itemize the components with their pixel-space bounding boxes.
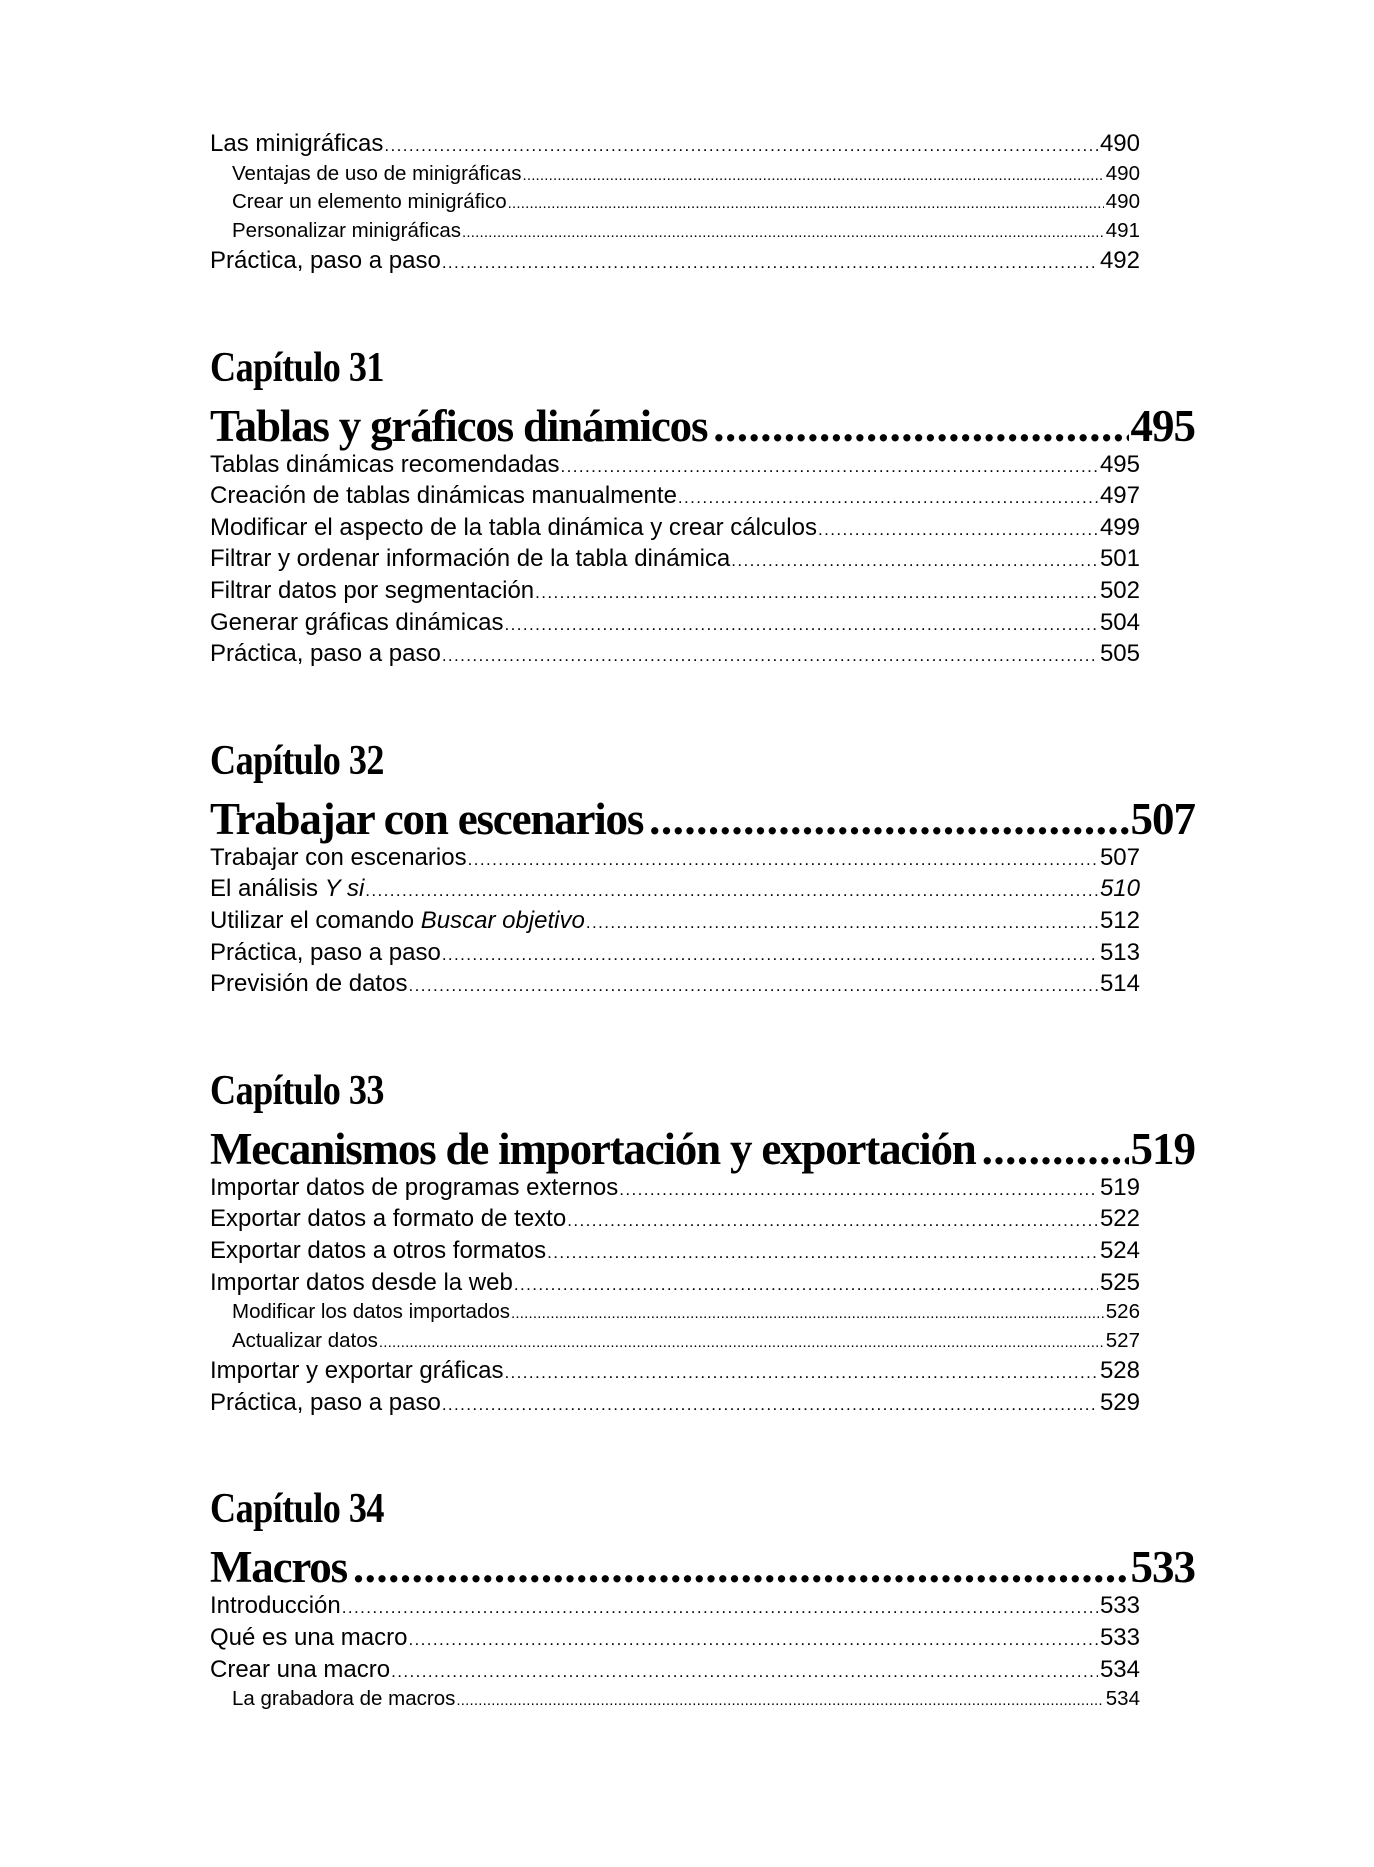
page-number: 526 [1105,1300,1140,1324]
page-number: 534 [1105,1687,1140,1711]
entry-label: Tablas dinámicas recomendadas [210,450,560,478]
chapter-section [210,1484,1195,1713]
entry-text [210,905,585,937]
entry-label: Práctica, paso a paso [210,938,441,966]
toc-entry [210,512,1140,544]
dot-leader [731,545,1098,577]
toc-entry [210,480,1140,512]
toc-subentry [210,1298,1140,1327]
entry-label: Previsión de datos [210,970,408,998]
page-number: 491 [1105,218,1140,242]
dot-leader [561,451,1098,483]
page-number: 514 [1099,970,1140,998]
chapter-section [210,736,1195,1000]
dot-leader [379,1329,1104,1358]
toc-entry [210,1355,1140,1387]
page-number: 525 [1099,1268,1140,1296]
toc-entry [210,1590,1140,1622]
entry-label: Personalizar minigráficas [232,218,462,242]
page-number: 490 [1099,130,1140,157]
toc-entry [210,1235,1140,1267]
entry-label: Práctica, paso a paso [210,640,441,668]
entry-text [210,575,534,607]
entry-text [210,842,467,874]
chapter-section [210,343,1195,670]
dot-leader [442,939,1098,971]
entry-text [210,1590,341,1622]
page-number: 502 [1099,577,1140,605]
entry-label: Modificar los datos importados [232,1300,511,1324]
toc-entry [210,638,1140,670]
dot-leader [462,219,1104,248]
intro-section [210,128,1195,277]
page-number: 533 [1099,1623,1140,1651]
page-number: 529 [1099,1388,1140,1416]
dot-leader [442,1389,1098,1421]
chapter-list [210,343,1195,1714]
entry-text [210,1267,513,1299]
entry-text [210,937,441,969]
entry-text [210,638,441,670]
entry-text [210,1203,566,1235]
chapter-title-text: Macros [210,1542,347,1593]
entry-text [210,543,730,575]
chapter-entries [210,1172,1195,1419]
dot-leader [353,1540,1129,1594]
dot-leader [649,792,1128,846]
entry-label: Qué es una macro [210,1623,408,1651]
page-number: 533 [1099,1592,1140,1620]
chapter-title [210,1540,1195,1594]
dot-leader [619,1174,1098,1206]
chapter-entries [210,1590,1195,1713]
entry-text [210,1235,546,1267]
entry-text [210,1622,407,1654]
chapter-page-number: 507 [1130,793,1195,844]
entry-text [210,607,503,639]
chapter-label: Capítulo 34 [210,1486,384,1533]
entry-label: Generar gráficas dinámicas [210,608,504,636]
page-number: 513 [1099,938,1140,966]
dot-leader [504,609,1097,641]
entry-text [232,1298,510,1327]
dot-leader [547,1237,1098,1269]
entry-label: Ventajas de uso de minigráficas [232,161,522,185]
entry-label-italic: Y si [324,875,365,903]
chapter-title [210,399,1195,453]
dot-leader [508,190,1104,219]
page-number: 534 [1099,1655,1140,1683]
entry-label: Importar datos de programas externos [210,1173,619,1201]
toc-entry [210,937,1140,969]
page-number: 507 [1099,843,1140,871]
page-number: 504 [1099,608,1140,636]
dot-leader [391,1656,1098,1688]
dot-leader [522,162,1103,191]
toc-entry [210,905,1140,937]
entry-label: Creación de tablas dinámicas manualmente [210,482,677,510]
entry-label: Modificar el aspecto de la tabla dinámica y crear cálculos [210,513,817,541]
chapter-title-text: Tablas y gráficos dinámicos [210,400,708,451]
toc-subentry [210,1685,1140,1714]
toc-entry [210,1172,1140,1204]
page-number: 490 [1105,161,1140,185]
chapter-title [210,792,1195,846]
chapter-entries [210,842,1195,1000]
page-number: 497 [1099,482,1140,510]
chapter-page-number: 495 [1130,400,1195,451]
chapter-title [210,1122,1195,1176]
entry-text [210,480,677,512]
page-number: 524 [1099,1237,1140,1264]
table-of-contents [210,128,1195,1714]
toc-entry [210,449,1140,481]
entry-text [232,1327,378,1356]
entry-text [210,1172,618,1204]
page-number: 527 [1105,1328,1140,1352]
dot-leader [586,907,1098,939]
entry-label: Exportar datos a otros formatos [210,1237,547,1264]
page-number: 490 [1105,190,1140,214]
toc-entry [210,873,1140,905]
entry-label: Exportar datos a formato de texto [210,1205,567,1233]
entry-label: La grabadora de macros [232,1687,456,1711]
page-number: 522 [1099,1205,1140,1233]
page-number: 495 [1099,450,1140,478]
page-number: 519 [1099,1173,1140,1201]
dot-leader [384,130,1098,162]
dot-leader [468,844,1098,876]
entry-text [210,245,441,277]
toc-entry [210,128,1140,160]
toc-subentry [210,188,1140,217]
entry-text [232,188,507,217]
entry-label: Las minigráficas [210,130,384,157]
entry-text [210,873,364,905]
entry-text [232,1685,455,1714]
chapter-title-text: Trabajar con escenarios [210,793,644,844]
dot-leader [365,875,1098,907]
dot-leader [567,1205,1098,1237]
chapter-page-number: 533 [1130,1542,1195,1593]
dot-leader [511,1300,1104,1329]
chapter-label: Capítulo 32 [210,737,384,784]
entry-label: Filtrar datos por segmentación [210,577,535,605]
entry-text [210,512,817,544]
toc-entry [210,1387,1140,1419]
toc-entry [210,1203,1140,1235]
dot-leader [442,640,1098,672]
dot-leader [408,1624,1098,1656]
entry-label: Crear una macro [210,1655,391,1683]
entry-label: El análisis [210,875,325,903]
chapter-page-number: 519 [1130,1123,1195,1174]
chapter-section [210,1066,1195,1419]
dot-leader [982,1122,1129,1176]
toc-entry [210,1654,1140,1686]
page-number: 492 [1099,247,1140,275]
page-number: 528 [1099,1357,1140,1385]
chapter-label: Capítulo 31 [210,344,384,391]
page-number: 501 [1099,545,1140,573]
entry-text [232,217,461,246]
chapter-entries [210,449,1195,670]
toc-entry [210,543,1140,575]
entry-text [210,968,407,1000]
page-number: 505 [1099,640,1140,668]
dot-leader [713,399,1128,453]
chapter-title-text: Mecanismos de importación y exportación [210,1123,976,1174]
dot-leader [408,970,1098,1002]
dot-leader [342,1592,1098,1624]
chapter-label: Capítulo 33 [210,1067,384,1114]
intro-entries [210,128,1195,277]
entry-text [210,1355,503,1387]
entry-label: Crear un elemento minigráfico [232,190,507,214]
dot-leader [456,1687,1103,1716]
entry-label: Utilizar el comando [210,907,421,935]
page-number: 499 [1099,513,1140,541]
toc-entry [210,1622,1140,1654]
dot-leader [514,1269,1098,1301]
entry-label: Importar datos desde la web [210,1268,513,1296]
entry-label: Práctica, paso a paso [210,247,441,275]
toc-entry [210,575,1140,607]
dot-leader [504,1357,1098,1389]
toc-entry [210,968,1140,1000]
dot-leader [442,247,1098,279]
entry-text [210,128,383,160]
dot-leader [678,482,1098,514]
entry-label: Práctica, paso a paso [210,1388,441,1416]
toc-entry [210,1267,1140,1299]
toc-subentry [210,160,1140,189]
entry-text [210,1387,441,1419]
entry-label-italic: Buscar objetivo [420,907,585,935]
dot-leader [818,514,1098,546]
entry-label: Introducción [210,1592,341,1620]
entry-text [210,449,560,481]
toc-subentry [210,217,1140,246]
toc-subentry [210,1327,1140,1356]
page-number: 512 [1099,907,1140,935]
toc-entry [210,245,1140,277]
entry-label: Actualizar datos [232,1328,378,1352]
entry-text [210,1654,390,1686]
page-number: 510 [1099,875,1140,903]
toc-entry [210,842,1140,874]
entry-label: Trabajar con escenarios [210,843,467,871]
dot-leader [535,577,1098,609]
entry-text [232,160,521,189]
entry-label: Filtrar y ordenar información de la tabla dinámica [210,545,731,573]
toc-entry [210,607,1140,639]
entry-label: Importar y exportar gráficas [210,1357,504,1385]
